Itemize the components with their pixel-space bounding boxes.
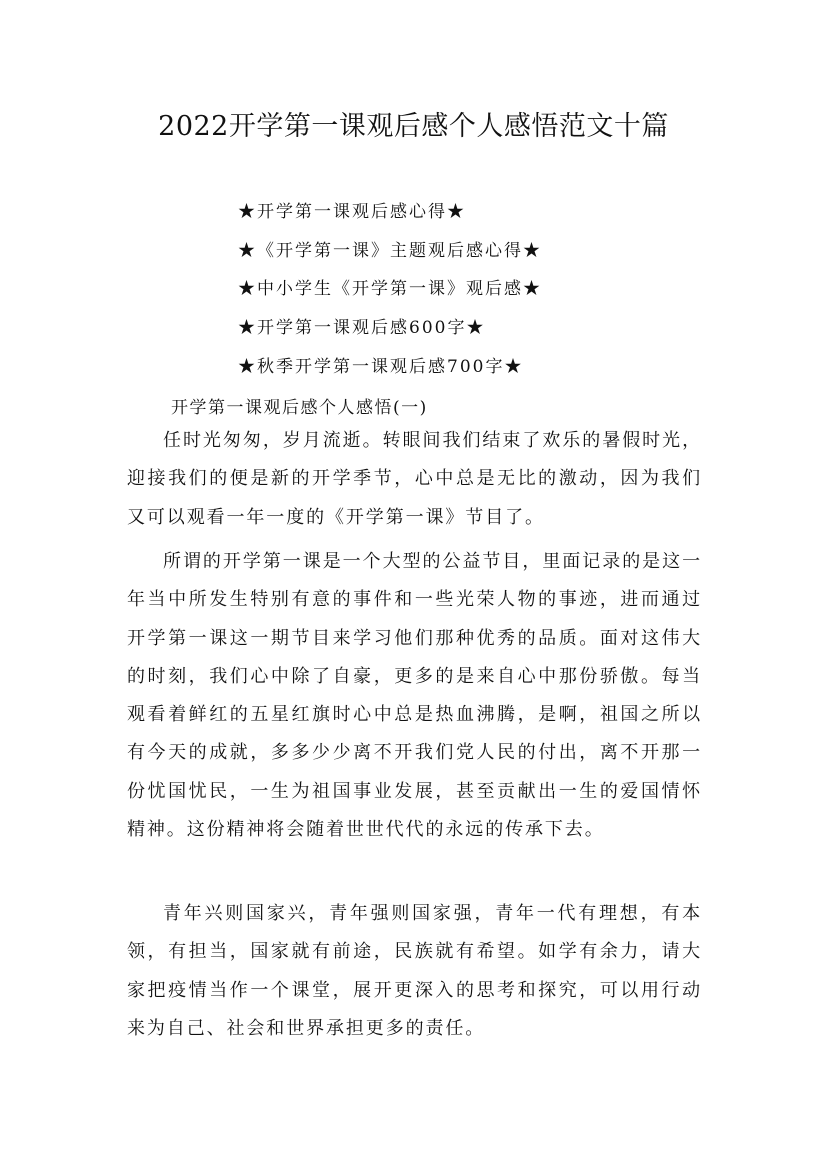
toc-item[interactable]: ★开学第一课观后感600字★ xyxy=(238,318,486,339)
toc-item[interactable]: ★《开学第一课》主题观后感心得★ xyxy=(238,240,542,261)
body-paragraph: 青年兴则国家兴，青年强则国家强，青年一代有理想，有本领，有担当，国家就有前途，民族就有希望。如学有余力，请大家把疫情当作一个课堂，展开更深入的思考和探究，可以用行动来为自己、社会和世界承担更多的责任。 xyxy=(127,903,702,1039)
table-of-contents xyxy=(238,197,542,390)
section-heading: 开学第一课观后感个人感悟(一) xyxy=(171,398,428,418)
body-paragraph-block xyxy=(127,895,702,1048)
toc-item[interactable]: ★中小学生《开学第一课》观后感★ xyxy=(238,279,542,300)
toc-item[interactable]: ★秋季开学第一课观后感700字★ xyxy=(238,356,524,377)
body-paragraph: 任时光匆匆，岁月流逝。转眼间我们结束了欢乐的暑假时光，迎接我们的便是新的开学季节，心中总是无比的激动，因为我们又可以观看一年一度的《开学第一课》节目了。 xyxy=(127,430,702,528)
document-title: 2022开学第一课观后感个人感悟范文十篇 xyxy=(158,111,669,142)
toc-item[interactable]: ★开学第一课观后感心得★ xyxy=(238,202,466,222)
body-paragraph: 所谓的开学第一课是一个大型的公益节目，里面记录的是这一年当中所发生特别有意的事件和一些光荣人物的事迹，进而通过开学第一课这一期节目来学习他们那种优秀的品质。面对这伟大的时刻，我们心中除了自豪，更多的是来自心中那份骄傲。每当观看着鲜红的五星红旗时心中总是热血沸腾，是啊，祖国之所以有今天的成就，多多少少离不开我们党人民的付出，离不开那一份忧国忧民，一生为祖国事业发展，甚至贡献出一生的爱国情怀精神。这份精神将会随着世世代代的永远的传承下去。 xyxy=(127,551,702,841)
body-paragraph-block xyxy=(127,422,702,537)
body-paragraph-block xyxy=(127,543,702,849)
